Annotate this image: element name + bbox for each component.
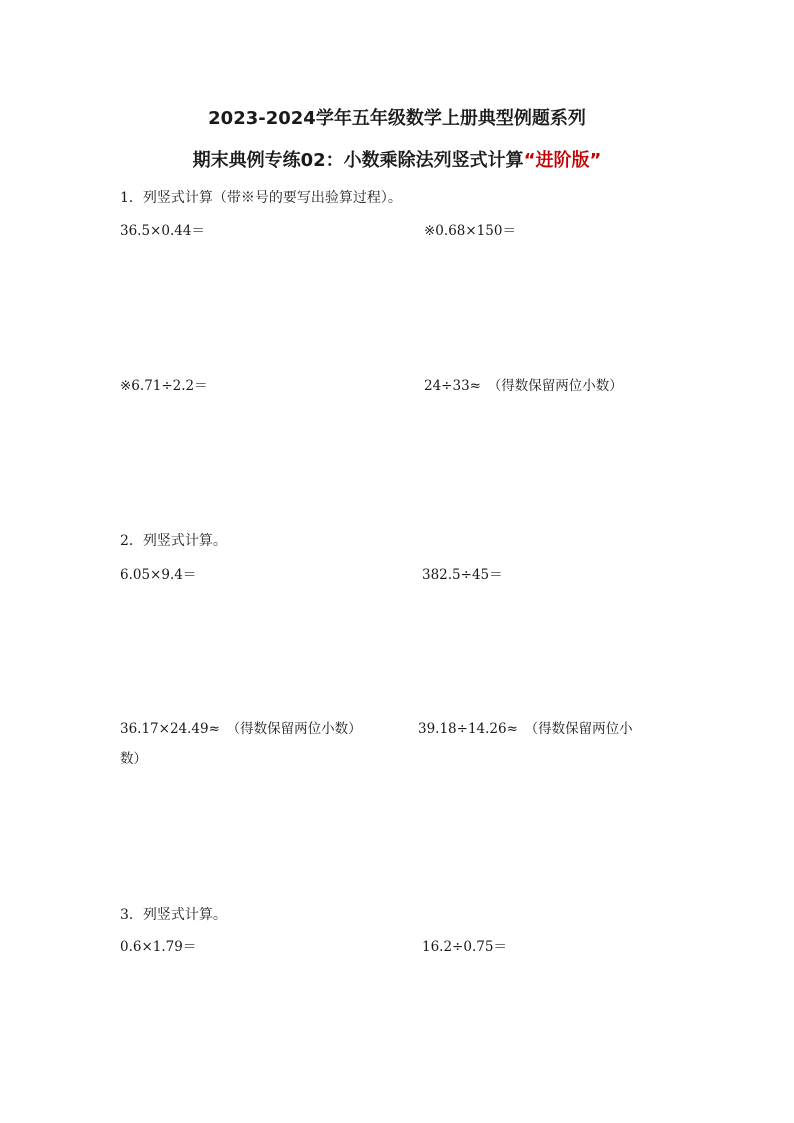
section-3-heading: 3．列竖式计算。: [120, 907, 227, 923]
problem: 39.18÷14.26≈ （得数保留两位小: [418, 721, 633, 737]
section-2-heading: 2．列竖式计算。: [120, 533, 227, 549]
problem: ※0.68×150＝: [424, 223, 516, 239]
problem: 6.05×9.4＝: [120, 567, 197, 583]
problem: 0.6×1.79＝: [120, 939, 197, 955]
problem: 36.17×24.49≈ （得数保留两位小数）: [120, 721, 362, 737]
problem: ※6.71÷2.2＝: [120, 378, 208, 394]
worksheet-subtitle: [0, 146, 794, 172]
section-1-heading: 1．列竖式计算（带※号的要写出验算过程）。: [120, 190, 402, 206]
problem: 36.5×0.44＝: [120, 223, 205, 239]
problem: 24÷33≈ （得数保留两位小数）: [424, 378, 623, 394]
problem: 16.2÷0.75＝: [422, 939, 507, 955]
problem: 382.5÷45＝: [422, 567, 503, 583]
subtitle-main: 期末典例专练02：小数乘除法列竖式计算: [192, 150, 524, 171]
worksheet-title: 2023-2024学年五年级数学上册典型例题系列: [208, 108, 586, 129]
subtitle-highlight: “进阶版”: [523, 150, 602, 171]
problem-continuation: 数）: [120, 751, 147, 767]
